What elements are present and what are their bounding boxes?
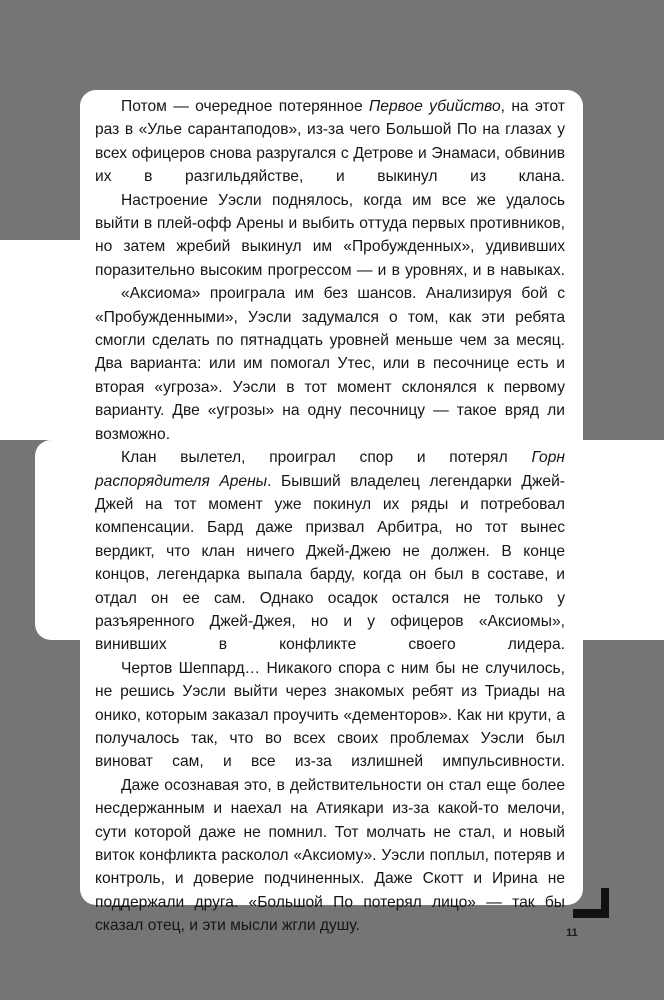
body-text	[95, 95, 565, 938]
paragraph: Настроение Уэсли поднялось, когда им все же удалось выйти в плей-офф Арены и выбить оттуда первых противников, но затем жребий выкинул им «Пробужденных», удививших поразительно высоким прогрессом — и в уровнях, и в навыках.	[95, 191, 565, 279]
paragraph: Чертов Шеппард… Никакого спора с ним бы не случилось, не решись Уэсли выйти через знакомых ребят из Триады на онико, которым заказал проучить «дементоров». Как ни крути, а получалось так, что во всех своих проблемах Уэсли был виноват сам, и все из-за излишней импульсивности.	[95, 659, 565, 771]
paragraph: «Аксиома» проиграла им без шансов. Анализируя бой с «Пробужденными», Уэсли задумался о том, как эти ребята смогли сделать по пятнадцать уровней меньше чем за месяц. Два варианта: или им помогал Утес, или в песочнице есть и вторая «угроза». Уэсли в тот момент склонялся к первому варианту. Две «угрозы» на одну песочницу — такое вряд ли возможно.	[95, 285, 565, 443]
page-number: 11	[566, 927, 578, 939]
paragraph: Клан вылетел, проиграл спор и потерял Горн распорядителя Арены. Бывший владелец легендарки Джей-Джей на тот момент уже покинул их ряды и потребовал компенсации. Бард даже призвал Арбитра, но тот вынес вердикт, что клан ничего Джей-Джею не должен. В конце концов, легендарка выпала барду, когда он был в составе, и отдал он ее сам. Однако осадок остался не только у разъяренного Джей-Джея, но и у офицеров «Аксиомы», винивших в конфликте своего лидера.	[95, 449, 565, 654]
corner-mark-icon	[573, 888, 613, 920]
paragraph: Даже осознавая это, в действительности он стал еще более несдержанным и наехал на Атиякари из-за какой-то мелочи, сути которой даже не помнил. Тот молчать не стал, и новый виток конфликта расколол «Аксиому». Уэсли поплыл, потеряв и контроль, и доверие подчиненных. Даже Скотт и Ирина не поддержали друга. «Большой По потерял лицо» — так бы сказал отец, и эти мысли жгли душу.	[95, 776, 565, 935]
paragraph: Потом — очередное потерянное Первое убийство, на этот раз в «Улье сарантаподов», из-за чего Большой По на глазах у всех офицеров снова разругался с Детрове и Энамаси, обвинив их в разгильдяйстве, и выкинул из клана.	[95, 98, 565, 186]
